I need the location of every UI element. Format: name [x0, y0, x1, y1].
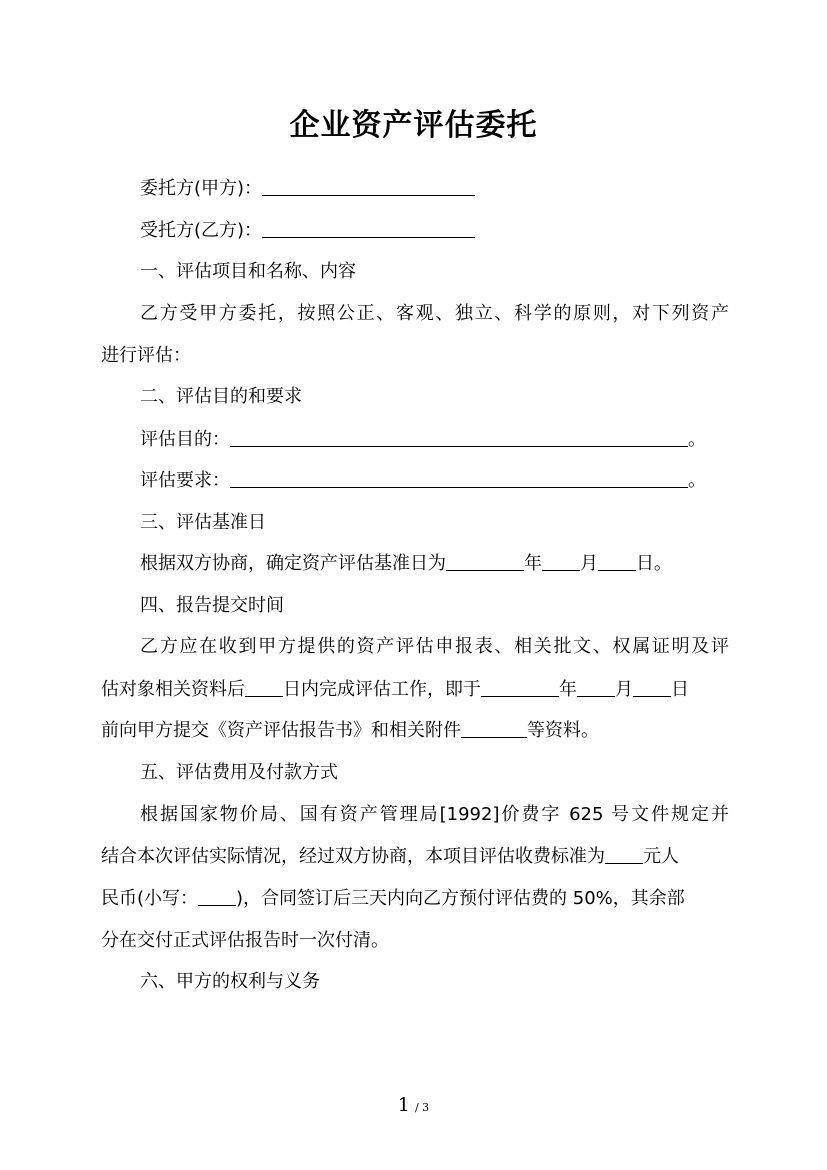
submit-month-label: 月 — [615, 679, 633, 700]
section-5-line-3 — [101, 884, 729, 914]
party-b-label: 受托方(乙方)： — [140, 220, 263, 241]
section-1-heading: 一、评估项目和名称、内容 — [140, 261, 356, 282]
party-a-line — [140, 174, 729, 204]
submit-year-blank — [481, 676, 559, 697]
section-5-heading: 五、评估费用及付款方式 — [140, 762, 338, 783]
document-title: 企业资产评估委托 — [289, 108, 538, 143]
current-page-number: 1 — [397, 1094, 410, 1116]
purpose-period: 。 — [688, 429, 706, 450]
requirement-line — [140, 466, 729, 496]
total-pages: / 3 — [414, 1101, 430, 1114]
days-blank — [245, 676, 283, 697]
section-1-paragraph-line-2: 进行评估： — [101, 345, 191, 366]
base-month-blank — [542, 550, 580, 571]
base-month-label: 月 — [580, 553, 598, 574]
base-year-blank — [446, 550, 524, 571]
requirement-blank — [230, 467, 688, 488]
party-a-label: 委托方(甲方)： — [140, 178, 263, 199]
section-5-line-4: 分在交付正式评估报告时一次付清。 — [101, 930, 389, 951]
submit-month-blank — [577, 676, 615, 697]
purpose-blank — [230, 426, 688, 447]
page-number — [0, 1094, 827, 1116]
base-day-blank — [598, 550, 636, 571]
section-5-line-2-a: 结合本次评估实际情况，经过双方协商，本项目评估收费标准为 — [101, 846, 605, 867]
section-4-line-3-b: 等资料。 — [527, 720, 599, 741]
party-b-blank — [262, 217, 475, 238]
section-3-heading: 三、评估基准日 — [140, 512, 266, 533]
section-5-line-3-b: )，合同签订后三天内向乙方预付评估费的 50%，其余部 — [236, 888, 685, 909]
section-2-heading: 二、评估目的和要求 — [140, 386, 302, 407]
section-1-paragraph-line-1: 乙方受甲方委托，按照公正、客观、独立、科学的原则，对下列资产 — [140, 303, 729, 324]
section-4-line-2-b: 日内完成评估工作，即于 — [283, 679, 481, 700]
base-day-label: 日。 — [636, 553, 672, 574]
attachments-blank — [461, 717, 527, 738]
section-4-line-3-a: 前向甲方提交《资产评估报告书》和相关附件 — [101, 720, 461, 741]
section-4-line-2 — [101, 675, 729, 705]
submit-day-label: 日 — [671, 679, 689, 700]
section-5-line-2-b: 元人 — [643, 846, 679, 867]
section-6-heading: 六、甲方的权利与义务 — [140, 971, 320, 992]
requirement-label: 评估要求： — [140, 470, 230, 491]
base-year-label: 年 — [524, 553, 542, 574]
submit-year-label: 年 — [559, 679, 577, 700]
base-date-text: 根据双方协商，确定资产评估基准日为 — [140, 553, 446, 574]
section-5-line-1: 根据国家物价局、国有资产管理局[1992]价费字 625 号文件规定并 — [140, 804, 729, 825]
section-4-line-3 — [101, 716, 729, 746]
party-b-line — [140, 216, 729, 246]
section-5-line-3-a: 民币(小写： — [101, 888, 199, 909]
party-a-blank — [262, 175, 475, 196]
section-4-line-2-a: 估对象相关资料后 — [101, 679, 245, 700]
fee-lowercase-blank — [198, 885, 236, 906]
requirement-period: 。 — [688, 470, 706, 491]
purpose-label: 评估目的： — [140, 429, 230, 450]
section-5-line-2 — [101, 842, 729, 872]
submit-day-blank — [633, 676, 671, 697]
section-4-heading: 四、报告提交时间 — [140, 595, 284, 616]
purpose-line — [140, 425, 729, 455]
fee-blank — [605, 843, 643, 864]
section-4-line-1: 乙方应在收到甲方提供的资产评估申报表、相关批文、权属证明及评 — [140, 636, 729, 657]
base-date-line — [140, 549, 729, 579]
